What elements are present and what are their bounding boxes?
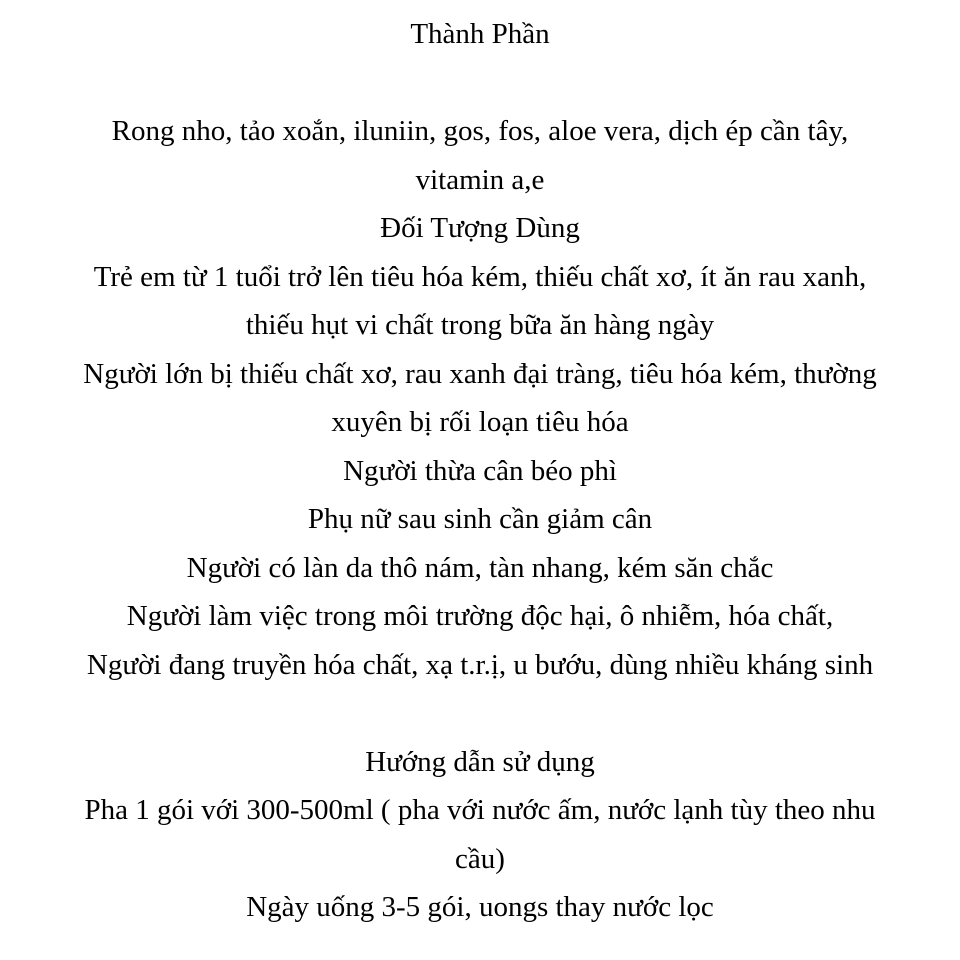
- users-line: xuyên bị rối loạn tiêu hóa: [331, 406, 629, 438]
- users-line: Người đang truyền hóa chất, xạ t.r.ị, u bướu, dùng nhiều kháng sinh: [86, 648, 874, 681]
- ingredients-line: vitamin a,e: [415, 163, 545, 196]
- document-body: [0, 10, 960, 932]
- users-heading: Đối Tượng Dùng: [380, 212, 580, 244]
- usage-heading: Hướng dẫn sử dụng: [365, 745, 595, 778]
- users-line: Người thừa cân béo phì: [343, 454, 617, 487]
- users-line: thiếu hụt vi chất trong bữa ăn hàng ngày: [245, 309, 715, 341]
- users-line: Trẻ em từ 1 tuổi trở lên tiêu hóa kém, thiếu chất xơ, ít ăn rau xanh,: [93, 260, 867, 293]
- users-line: Người lớn bị thiếu chất xơ, rau xanh đại tràng, tiêu hóa kém, thường: [83, 357, 877, 390]
- users-line: Phụ nữ sau sinh cần giảm cân: [307, 503, 653, 535]
- ingredients-heading: Thành Phần: [410, 18, 550, 50]
- blank-line: [0, 59, 960, 108]
- ingredients-line: Rong nho, tảo xoắn, iluniin, gos, fos, aloe vera, dịch ép cần tây,: [111, 115, 849, 147]
- usage-line: cầu): [455, 842, 505, 875]
- users-line: Người có làn da thô nám, tàn nhang, kém săn chắc: [186, 551, 774, 584]
- users-line: Người làm việc trong môi trường độc hại, ô nhiễm, hóa chất,: [126, 600, 834, 632]
- blank-line: [0, 689, 960, 738]
- usage-line: Pha 1 gói với 300-500ml ( pha với nước ấm, nước lạnh tùy theo nhu: [84, 794, 876, 826]
- usage-line: Ngày uống 3-5 gói, uongs thay nước lọc: [246, 891, 714, 923]
